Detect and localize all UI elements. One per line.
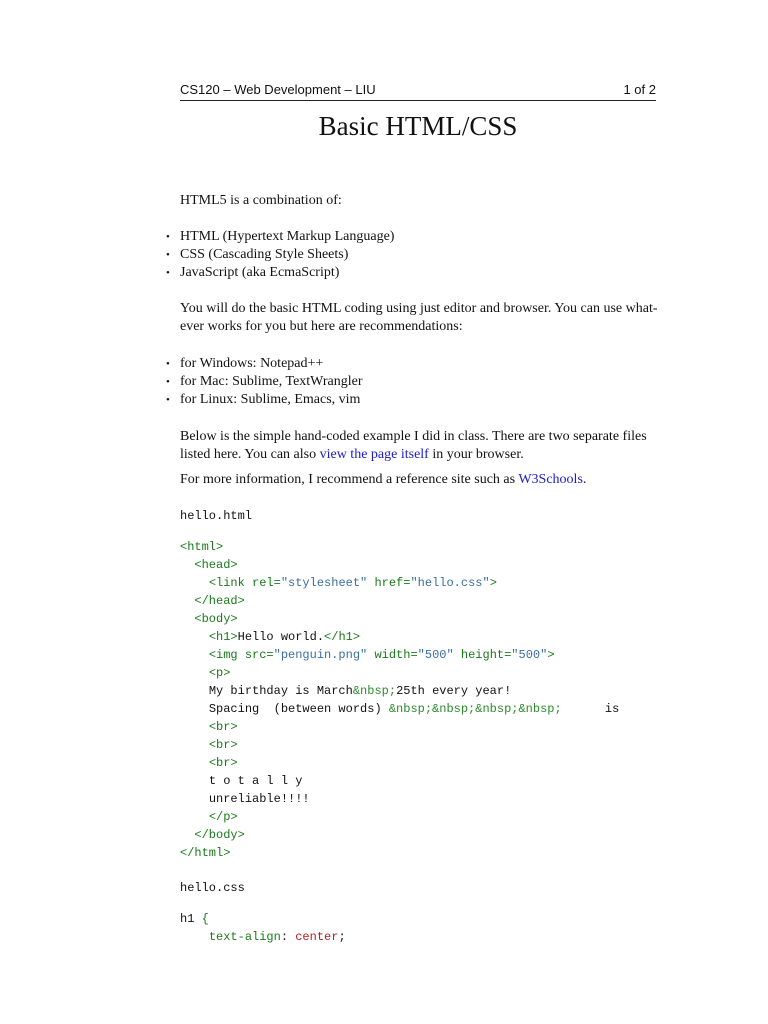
code-token: <body>: [194, 612, 238, 626]
code-token: unreliable!!!!: [208, 792, 310, 806]
page-number: 1 of 2: [623, 82, 656, 97]
code-token: Hello world.: [237, 630, 325, 644]
list-item: • for Mac: Sublime, TextWrangler: [166, 373, 666, 391]
code-token: </h1>: [324, 630, 361, 644]
list-item: • HTML (Hypertext Markup Language): [166, 228, 666, 246]
code-token: <html>: [180, 540, 224, 554]
code-token: h1: [180, 912, 202, 926]
code-token: <head>: [194, 558, 238, 572]
code-token: <br>: [208, 756, 238, 770]
code-token: Spacing (between words): [208, 702, 389, 716]
example-paragraph: [180, 428, 670, 464]
code-token: t o t a l l y: [208, 774, 303, 788]
code-token: >: [547, 648, 555, 662]
code-token: <img src=: [208, 648, 274, 662]
page-title: Basic HTML/CSS: [318, 111, 518, 141]
code-token: width=: [367, 648, 418, 662]
list-item: • JavaScript (aka EcmaScript): [166, 264, 666, 282]
text-span: listed here. You can also: [180, 447, 320, 462]
code-token: href=: [367, 576, 411, 590]
html-code-block: [180, 538, 700, 862]
css-filename: hello.css: [180, 881, 245, 895]
editors-list: [166, 355, 666, 409]
code-token: <p>: [208, 666, 231, 680]
code-token: My birthday is March: [208, 684, 353, 698]
code-token: is: [561, 702, 620, 716]
list-item: • for Linux: Sublime, Emacs, vim: [166, 391, 666, 409]
w3schools-link[interactable]: W3Schools: [518, 472, 583, 487]
code-token: height=: [453, 648, 512, 662]
code-token: center: [295, 930, 339, 944]
running-header: [180, 82, 656, 101]
paragraph-line: ever works for you but here are recommendations:: [180, 319, 463, 334]
course-label: CS120 – Web Development – LIU: [180, 82, 376, 97]
intro-text: HTML5 is a combination of:: [180, 193, 342, 208]
reference-paragraph: [180, 471, 660, 489]
css-code-block: [180, 910, 700, 946]
code-token: </head>: [194, 594, 245, 608]
code-token: </html>: [180, 846, 231, 860]
code-token: "penguin.png": [273, 648, 368, 662]
code-token: <h1>: [208, 630, 238, 644]
code-token: "500": [417, 648, 454, 662]
editors-paragraph: [180, 300, 670, 336]
paragraph-line: [180, 446, 670, 464]
code-token: "hello.css": [410, 576, 490, 590]
list-item: • for Windows: Notepad++: [166, 355, 666, 373]
components-list: [166, 228, 666, 282]
code-token: text-align: [208, 930, 281, 944]
code-token: &nbsp;&nbsp;&nbsp;&nbsp;: [388, 702, 562, 716]
code-token: :: [280, 930, 296, 944]
code-token: <br>: [208, 720, 238, 734]
code-token: "stylesheet": [280, 576, 368, 590]
text-span: For more information, I recommend a reference site such as: [180, 472, 519, 487]
text-span: in your browser.: [428, 447, 524, 462]
code-token: "500": [511, 648, 548, 662]
code-token: </p>: [208, 810, 238, 824]
paragraph-line: Below is the simple hand-coded example I did in class. There are two separate files: [180, 429, 647, 444]
paragraph-line: You will do the basic HTML coding using just editor and browser. You can use what-: [180, 301, 658, 316]
code-token: 25th every year!: [396, 684, 512, 698]
code-token: &nbsp;: [352, 684, 397, 698]
text-span: .: [582, 472, 587, 487]
code-token: </body>: [194, 828, 245, 842]
code-token: <br>: [208, 738, 238, 752]
code-token: ;: [338, 930, 346, 944]
list-item: • CSS (Cascading Style Sheets): [166, 246, 666, 264]
code-token: <link rel=: [208, 576, 281, 590]
code-token: {: [201, 912, 209, 926]
html-filename: hello.html: [180, 509, 253, 523]
code-token: >: [489, 576, 497, 590]
view-page-link[interactable]: view the page itself: [319, 447, 429, 462]
